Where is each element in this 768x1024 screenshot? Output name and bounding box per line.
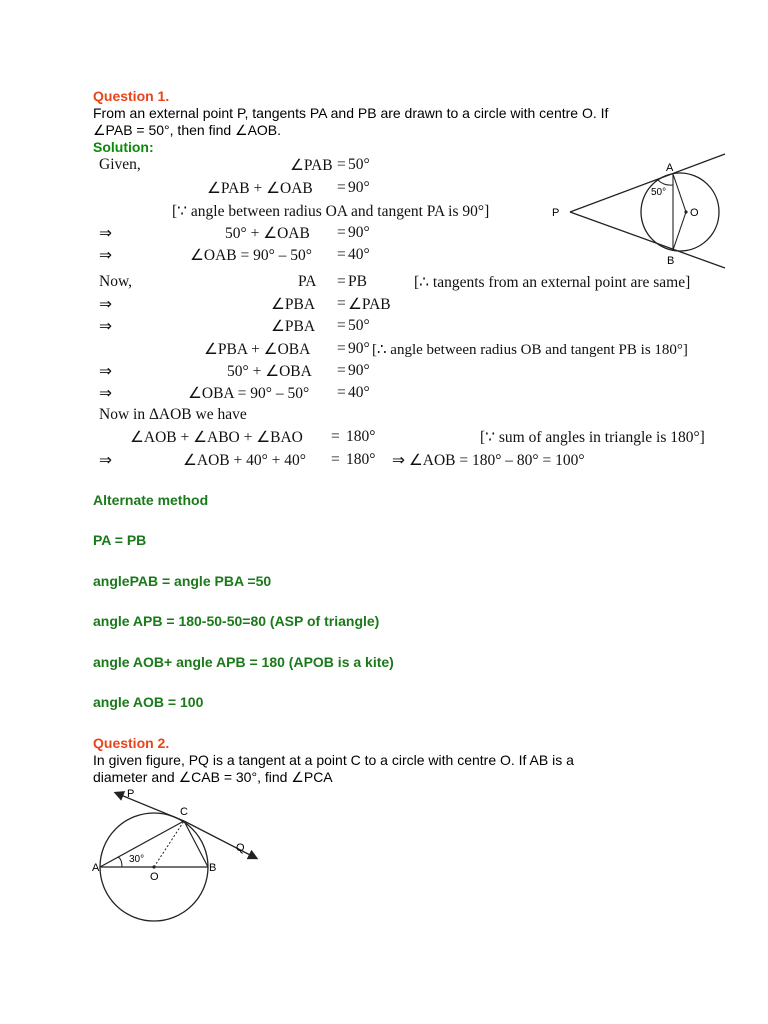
label-p-q2: P [127, 788, 135, 800]
step-6-rhs: ∠PAB [348, 296, 391, 313]
step-7-eq: = [337, 317, 346, 334]
question-2-text-line1: In given figure, PQ is a tangent at a point C to a circle with centre O. If AB is a [93, 752, 574, 768]
step-12-rhs: 180° [346, 428, 376, 445]
label-o-q2: O [150, 871, 159, 883]
step-9-eq: = [337, 362, 346, 379]
point-o-q2 [152, 865, 155, 868]
label-o: O [690, 207, 699, 219]
step-3-lhs: 50° + ∠OAB [225, 225, 310, 242]
alternate-line-2: anglePAB = angle PBA =50 [93, 573, 272, 589]
step-6-eq: = [337, 295, 346, 312]
step-10-pre: ⇒ [99, 385, 112, 402]
label-p: P [552, 207, 560, 219]
label-angle-30: 30° [129, 854, 145, 865]
step-4-rhs: 40° [348, 246, 370, 263]
step-1-eq: = [337, 179, 346, 196]
step-13-note: ⇒ ∠AOB = 180° – 80° = 100° [392, 452, 585, 469]
step-2-note: [∵ angle between radius OA and tangent PA is 90°] [172, 203, 490, 220]
step-11-pre: Now in ΔAOB we have [99, 406, 247, 423]
label-a-q2: A [92, 862, 100, 874]
step-5-note: [∴ tangents from an external point are same] [414, 274, 691, 291]
step-10-lhs: ∠OBA = 90° – 50° [188, 385, 310, 402]
question-1-heading: Question 1. [93, 88, 170, 104]
step-8-eq: = [337, 340, 346, 357]
label-q: Q [236, 842, 245, 854]
figure-2-tangent-circle [90, 785, 270, 925]
step-10-rhs: 40° [348, 384, 370, 401]
step-13-eq: = [331, 451, 340, 468]
step-9-pre: ⇒ [99, 363, 112, 380]
step-3-pre: ⇒ [99, 225, 112, 242]
step-7-pre: ⇒ [99, 318, 112, 335]
step-1-lhs: ∠PAB + ∠OAB [207, 180, 313, 197]
angle-arc-30 [118, 857, 122, 867]
alternate-line-3: angle APB = 180-50-50=80 (ASP of triangle) [93, 613, 380, 629]
tangent-pq-right [184, 821, 256, 858]
radius-ob [673, 212, 686, 250]
step-13-rhs: 180° [346, 451, 376, 468]
angle-arc [658, 180, 673, 185]
alternate-line-4: angle AOB+ angle APB = 180 (APOB is a kite) [93, 654, 394, 670]
step-12-lhs: ∠AOB + ∠ABO + ∠BAO [130, 429, 303, 446]
step-5-eq: = [337, 273, 346, 290]
alternate-line-1: PA = PB [93, 532, 147, 548]
step-8-rhs: 90° [348, 340, 370, 357]
step-5-pre: Now, [99, 273, 133, 290]
step-12-note: [∵ sum of angles in triangle is 180°] [480, 429, 705, 446]
circle-o [641, 173, 719, 251]
step-8-note: [∴ angle between radius OB and tangent PB is 180°] [372, 342, 688, 358]
step-3-rhs: 90° [348, 224, 370, 241]
label-b-q2: B [209, 862, 217, 874]
step-0-pre: Given, [99, 156, 141, 173]
alternate-method-heading: Alternate method [93, 492, 209, 508]
step-9-rhs: 90° [348, 362, 370, 379]
label-b: B [667, 255, 675, 267]
question-2-text-line2: diameter and ∠CAB = 30°, find ∠PCA [93, 769, 333, 785]
step-10-eq: = [337, 384, 346, 401]
point-o [684, 210, 687, 213]
tangent-pb [570, 212, 725, 268]
step-13-lhs: ∠AOB + 40° + 40° [183, 452, 307, 469]
step-0-rhs: 50° [348, 156, 370, 173]
question-2-heading: Question 2. [93, 735, 170, 751]
step-0-lhs: ∠PAB [290, 157, 333, 174]
chord-bc [184, 821, 208, 867]
step-4-eq: = [337, 246, 346, 263]
step-12-eq: = [331, 428, 340, 445]
label-c: C [180, 806, 188, 818]
tangent-pa [570, 154, 725, 212]
step-1-rhs: 90° [348, 179, 370, 196]
step-6-pre: ⇒ [99, 296, 112, 313]
step-6-lhs: ∠PBA [271, 296, 316, 313]
solution-label: Solution: [93, 139, 154, 155]
step-4-pre: ⇒ [99, 247, 112, 264]
radius-oa [673, 174, 686, 212]
label-angle-50: 50° [651, 187, 667, 198]
question-1-text-line2: ∠PAB = 50°, then find ∠AOB. [93, 122, 282, 138]
step-5-rhs: PB [348, 273, 367, 290]
step-3-eq: = [337, 224, 346, 241]
step-13-pre: ⇒ [99, 452, 112, 469]
step-7-lhs: ∠PBA [271, 318, 316, 335]
step-5-lhs: PA [298, 273, 317, 290]
step-4-lhs: ∠OAB = 90° – 50° [190, 247, 313, 264]
step-0-eq: = [337, 156, 346, 173]
label-a: A [666, 162, 674, 174]
step-8-lhs: ∠PBA + ∠OBA [204, 341, 311, 358]
alternate-line-5: angle AOB = 100 [93, 694, 204, 710]
figure-1-tangents [545, 150, 735, 270]
question-1-text-line1: From an external point P, tangents PA and PB are drawn to a circle with centre O. If [93, 105, 609, 121]
radius-oc-dotted [154, 821, 184, 867]
step-9-lhs: 50° + ∠OBA [227, 363, 312, 380]
step-7-rhs: 50° [348, 317, 370, 334]
